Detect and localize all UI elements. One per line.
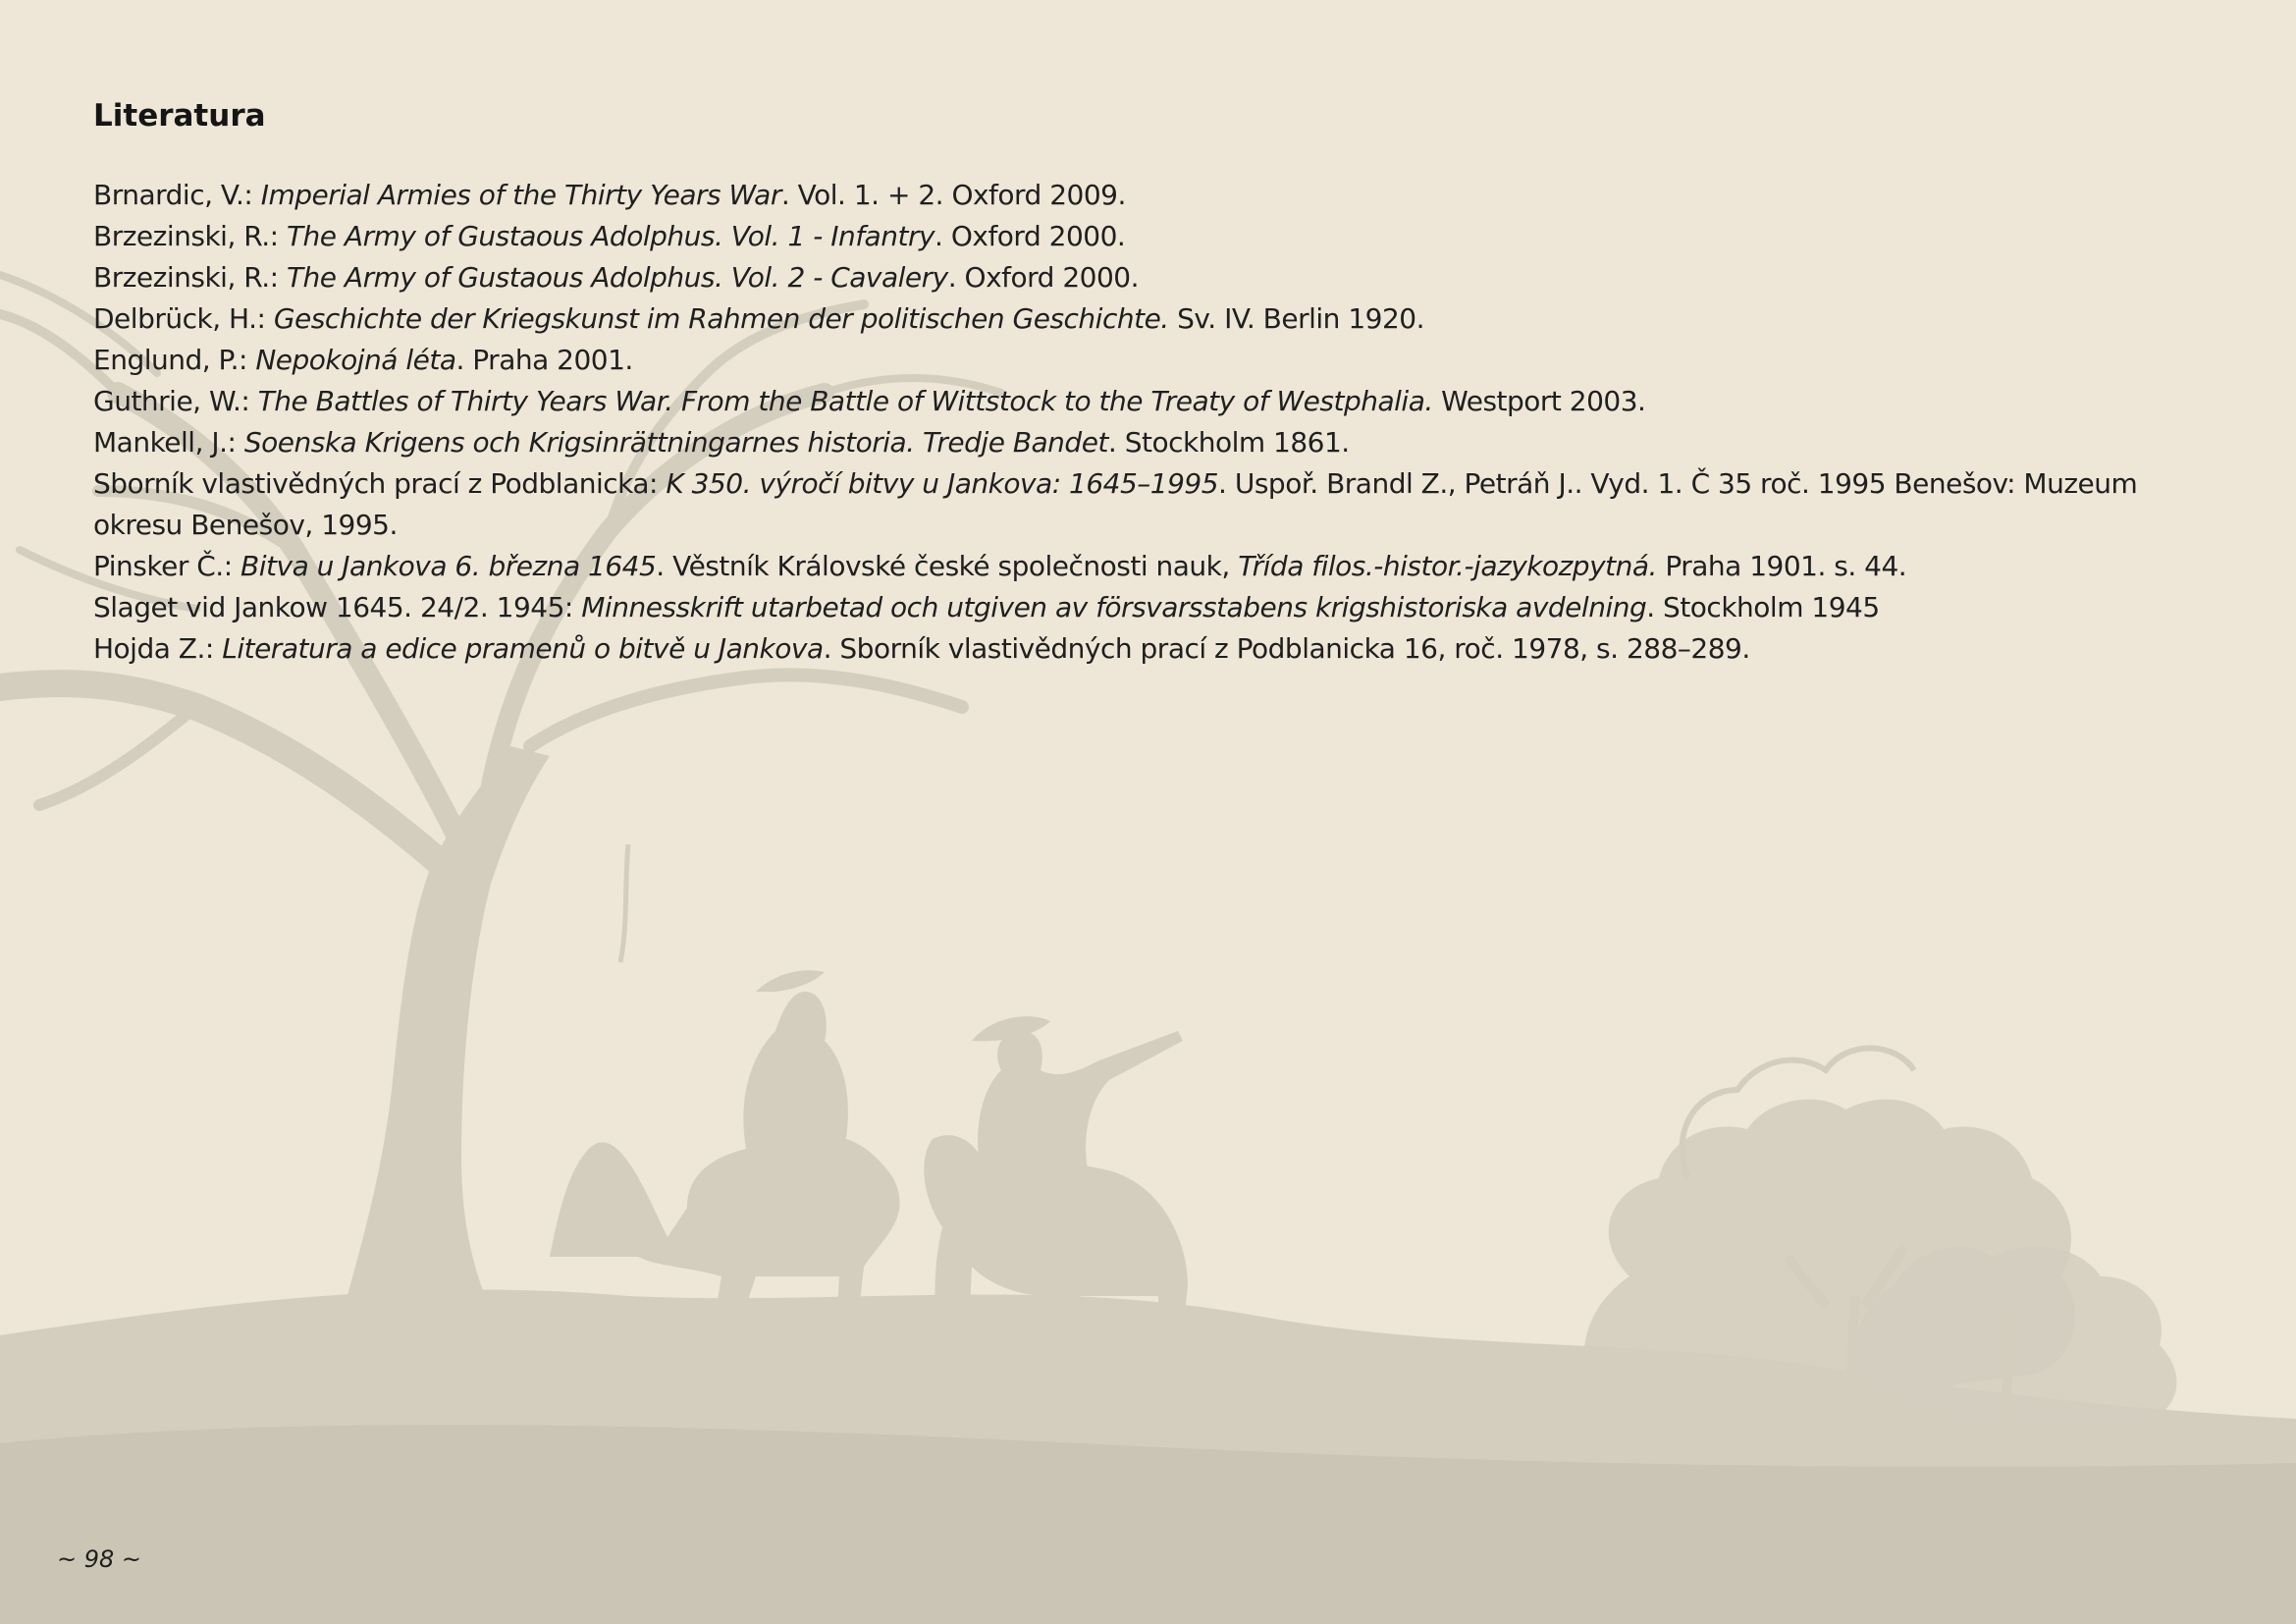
reference-text: Hojda Z.: [93,632,223,665]
reference-entry [93,340,2233,381]
reference-title: Imperial Armies of the Thirty Years War [260,179,781,211]
reference-title: Soenska Krigens och Krigsinrättningarnes historia. Tredje Bandet [243,426,1108,459]
reference-text: . Vol. 1. + 2. Oxford 2009. [780,179,1126,211]
reference-title: The Battles of Thirty Years War. From the Battle of Wittstock to the Treaty of Westphalia. [257,385,1433,417]
reference-text: . Věstník Královské české společnosti nauk, [656,550,1239,582]
reference-text: Slaget vid Jankow 1645. 24/2. 1945: [93,591,582,623]
reference-entry [93,298,2233,340]
reference-title: Literatura a edice pramenů o bitvě u Jankova [222,632,824,665]
reference-text: Praha 1901. s. 44. [1656,550,1907,582]
reference-title: Nepokojná léta [255,344,456,376]
reference-entry [93,381,2233,422]
reference-entry [93,422,2233,463]
bibliography-section [93,98,2233,670]
reference-text: Mankell, J.: [93,426,244,459]
reference-entry [93,463,2233,546]
reference-entry [93,257,2233,298]
reference-text: Pinsker Č.: [93,550,241,582]
section-heading: Literatura [93,98,266,134]
reference-entry [93,628,2233,670]
reference-list [93,175,2233,670]
reference-text: . Sborník vlastivědných prací z Podblanicka 16, roč. 1978, s. 288–289. [823,632,1750,665]
reference-text: . Stockholm 1945 [1646,591,1880,623]
reference-title: The Army of Gustaous Adolphus. Vol. 2 - Cavalery [286,261,948,294]
reference-text: . Uspoř. Brandl Z., Petráň J.. Vyd. 1. Č 35 roč. 1995 Benešov: Muzeum okresu Benešov, 1995. [93,467,2138,541]
reference-title: K 350. výročí bitvy u Jankova: 1645–1995 [666,467,1219,500]
reference-text: Guthrie, W.: [93,385,258,417]
reference-entry [93,216,2233,257]
reference-text: Sborník vlastivědných prací z Podblanicka: [93,467,667,500]
reference-title: The Army of Gustaous Adolphus. Vol. 1 - Infantry [286,220,935,252]
page-number: ~ 98 ~ [57,1545,142,1573]
reference-text: Englund, P.: [93,344,256,376]
reference-title: Minnesskrift utarbetad och utgiven av försvarsstabens krigshistoriska avdelning [581,591,1647,623]
reference-text: Delbrück, H.: [93,302,274,335]
reference-text: Westport 2003. [1432,385,1646,417]
reference-text: . Oxford 2000. [947,261,1139,294]
reference-text: . Praha 2001. [455,344,633,376]
reference-text: Brnardic, V.: [93,179,261,211]
reference-text: Sv. IV. Berlin 1920. [1168,302,1424,335]
reference-text: Brzezinski, R.: [93,261,287,294]
reference-title: Třída filos.-histor.-jazykozpytná. [1238,550,1657,582]
reference-title: Bitva u Jankova 6. března 1645 [240,550,657,582]
reference-entry [93,546,2233,587]
reference-entry [93,175,2233,216]
reference-text: . Stockholm 1861. [1107,426,1350,459]
reference-text: . Oxford 2000. [934,220,1126,252]
reference-text: Brzezinski, R.: [93,220,287,252]
reference-entry [93,587,2233,628]
reference-title: Geschichte der Kriegskunst im Rahmen der politischen Geschichte. [273,302,1169,335]
